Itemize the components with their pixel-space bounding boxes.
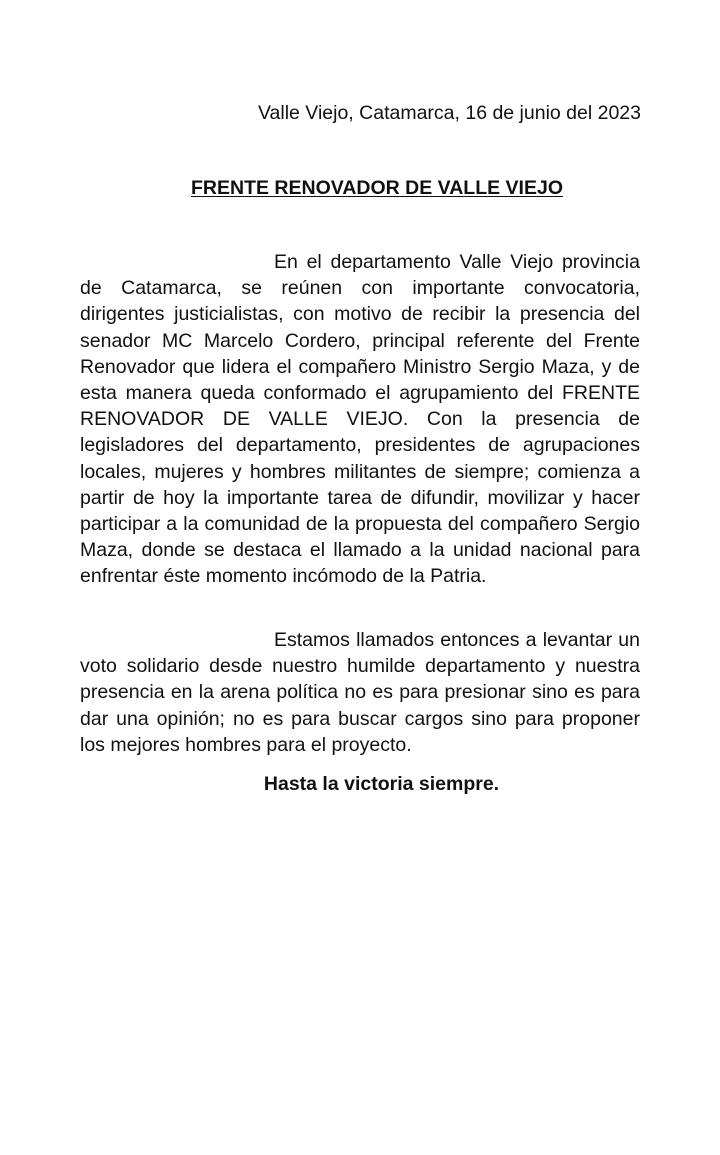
body-paragraph-1: En el departamento Valle Viejo provincia de Catamarca, se reúnen con importante convocatoria, dirigentes justicialistas, con motivo de recibir la presencia del senador MC Marcelo Cordero, principal referente del Frente Renovador que lidera el compañero Ministro Sergio Maza, y de esta manera queda conformado el agrupamiento del FRENTE RENOVADOR DE VALLE VIEJO. Con la presencia de legisladores del departamento, presidentes de agrupaciones locales, mujeres y hombres militantes de siempre; comienza a partir de hoy la importante tarea de difundir, movilizar y hacer participar a la comunidad de la propuesta del compañero Sergio Maza, donde se destaca el llamado a la unidad nacional para enfrentar éste momento incómodo de la Patria. bbox=[80, 251, 640, 588]
body-paragraph-2: Estamos llamados entonces a levantar un voto solidario desde nuestro humilde departamento y nuestra presencia en la arena política no es para presionar sino es para dar una opinión; no es para buscar cargos sino para proponer los mejores hombres para el proyecto. bbox=[80, 629, 640, 756]
closing-line: Hasta la victoria siempre. bbox=[263, 773, 500, 795]
place-and-date: Valle Viejo, Catamarca, 16 de junio del 2023 bbox=[257, 102, 641, 124]
document-title: FRENTE RENOVADOR DE VALLE VIEJO bbox=[191, 177, 563, 199]
